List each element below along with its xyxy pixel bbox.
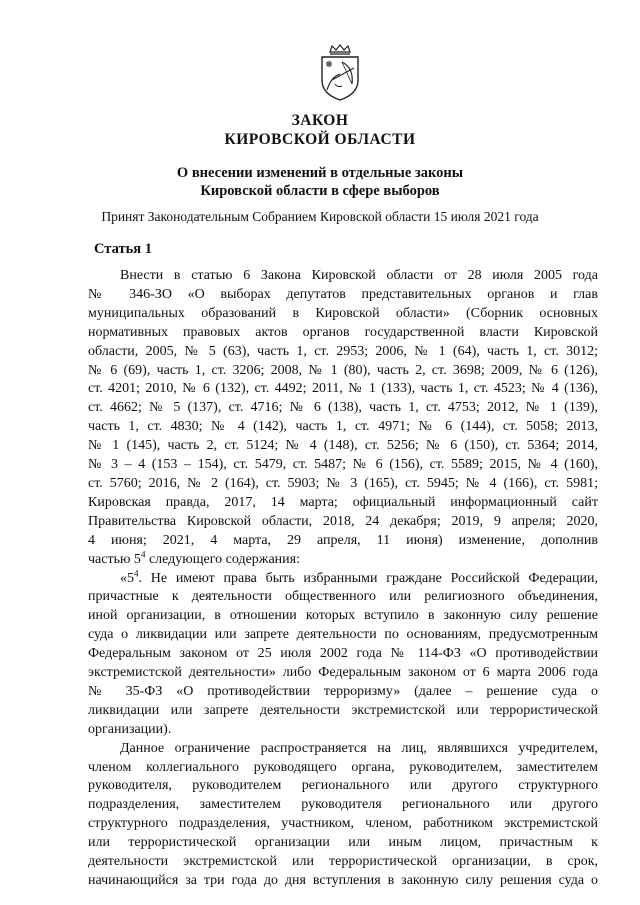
text-fragment: . Не имеют права быть избранными граждане Российской Федерации,	[138, 570, 598, 586]
text-line: деятельности экстремистской или террористической организации, в срок,	[88, 854, 598, 870]
text-line: причастные к деятельности общественного или религиозного объединения,	[88, 589, 598, 605]
law-subtitle-line2: Кировской области в сфере выборов	[200, 183, 440, 199]
text-line: ст. 4201; 2010, № 6 (132), ст. 4492; 2011, № 1 (133), часть 1, ст. 4523; № 4 (136),	[88, 381, 598, 397]
paragraph-2	[88, 567, 598, 740]
text-line: организации).	[88, 721, 172, 737]
text-line: Федеральным законом от 25 июля 2002 года № 114-ФЗ «О противодействии	[88, 646, 598, 662]
text-line: суда о ликвидации или запрете деятельности по основаниям, предусмотренным	[88, 627, 598, 643]
superscript: 4	[140, 548, 146, 559]
text-line: № 3 – 4 (153 – 154), ст. 5479, ст. 5487; № 6 (156), ст. 5589; 2015, № 4 (160),	[88, 457, 598, 473]
text-line: членом коллегиального руководящего органа, руководителем, заместителем	[88, 759, 598, 775]
kirov-region-coat-of-arms-icon	[318, 44, 362, 102]
law-title-line2: КИРОВСКОЙ ОБЛАСТИ	[224, 131, 416, 148]
text-line: Внести в статью 6 Закона Кировской области от 28 июля 2005 года	[120, 268, 598, 283]
text-line: начинающийся за три года до дня вступления в законную силу решения суда о	[88, 873, 598, 888]
text-line: структурного подразделения, участником, членом, работником экстремистской	[88, 816, 598, 832]
text-fragment: следующего содержания:	[145, 551, 300, 567]
paragraph-1	[88, 267, 598, 570]
text-line: области, 2005, № 5 (63), часть 1, ст. 2953; 2006, № 1 (64), часть 1, ст. 3012;	[88, 343, 598, 359]
text-line: Кировская правда, 2017, 14 марта; официальный информационный сайт	[88, 494, 598, 510]
text-line: Данное ограничение распространяется на лиц, являвшихся учредителем,	[120, 740, 598, 756]
law-title-line1: ЗАКОН	[291, 112, 349, 129]
article-heading: Статья 1	[94, 241, 152, 257]
superscript: 4	[134, 567, 139, 578]
text-line: 4 июня; 2021, 4 марта, 29 апреля, 11 июня) изменение, дополнив	[88, 532, 598, 548]
law-subtitle-line1: О внесении изменений в отдельные законы	[176, 165, 464, 181]
text-line	[88, 567, 598, 589]
text-line: экстремистской деятельности» либо Федеральным законом от 6 марта 2006 года	[88, 665, 598, 681]
text-line: ст. 5760; 2016, № 2 (164), ст. 5903; № 3 (165), ст. 5945; № 4 (166), ст. 5981;	[88, 475, 598, 491]
text-line: часть 1, ст. 4830; № 4 (142), часть 1, ст. 4971; № 6 (144), ст. 5058; 2013,	[88, 419, 598, 435]
text-line: ст. 4662; № 5 (137), ст. 4716; № 6 (138), часть 1, ст. 4753; 2012, № 1 (139),	[88, 400, 598, 416]
text-line: № 35-ФЗ «О противодействии терроризму» (далее – решение суда о	[88, 683, 598, 699]
text-line: № 1 (145), часть 2, ст. 5124; № 4 (148), ст. 5256; № 6 (150), ст. 5364; 2014,	[88, 438, 598, 454]
text-line: нормативных правовых актов органов государственной власти Кировской	[88, 324, 598, 340]
text-line: иной организации, в отношении которых вступило в законную силу решение	[88, 608, 598, 624]
article-body	[88, 267, 598, 891]
paragraph-3	[88, 740, 598, 891]
text-line: руководителя, руководителем регионального или другого структурного	[88, 778, 598, 794]
text-line: муниципальных образований в Кировской области» (Сборник основных	[88, 305, 598, 321]
text-line: ликвидации или запрете деятельности экстремистской или террористической	[88, 702, 598, 718]
text-line	[88, 548, 598, 570]
text-fragment: частью 5	[88, 551, 141, 567]
text-line: № 6 (69), часть 1, ст. 3206; 2008, № 1 (80), часть 2, ст. 3698; 2009, № 6 (126),	[88, 362, 598, 378]
text-line: или террористической организации или иным лицом, причастным к	[88, 835, 598, 851]
text-line: Правительства Кировской области, 2018, 24 декабря; 2019, 9 апреля; 2020,	[88, 513, 598, 529]
text-line: № 346-ЗО «О выборах депутатов представительных органов и глав	[88, 286, 598, 302]
adoption-note: Принят Законодательным Собранием Кировской области 15 июля 2021 года	[101, 209, 539, 224]
text-fragment: «5	[120, 570, 134, 586]
text-line: подразделения, заместителем руководителя регионального или другого	[88, 797, 598, 813]
